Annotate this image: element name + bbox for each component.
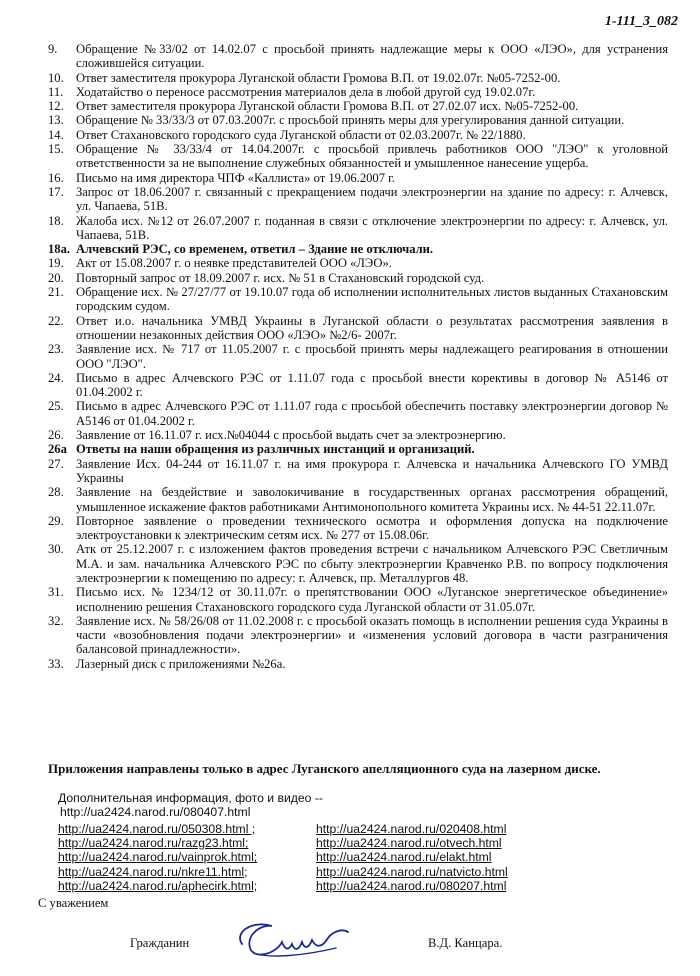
list-item-number: 28. bbox=[48, 485, 64, 500]
link-right[interactable]: http://ua2424.narod.ru/elakt.html bbox=[316, 850, 492, 865]
list-item-text: Ответ Стахановского городского суда Луганской области от 02.03.2007г. № 22/1880. bbox=[76, 127, 526, 142]
link-row bbox=[58, 865, 618, 879]
list-item-text: Заявление исх. № 58/26/08 от 11.02.2008 г. с просьбой оказать помощь в исполнении решения суда Украины в части «возобновления подачи электроэнергии» и «изменения условий договора в части разграничения балансовой принадлежности». bbox=[76, 613, 668, 657]
links-grid bbox=[58, 822, 618, 893]
list-item-text: Атк от 25.12.2007 г. с изложением фактов проведения встречи с начальником Алчевского РЭС Светличным М.А. и зам. начальника Алчевского РЭС по сбыту электроэнергии Кравченко Р.В. по вопросу подключения электроэнергии к помещению по адресу: г. Алчевск, пр. Металлургов 48. bbox=[76, 542, 668, 585]
list-item-number: 19. bbox=[48, 256, 64, 271]
list-item-number: 18. bbox=[48, 213, 64, 228]
list-item bbox=[48, 514, 668, 543]
list-item bbox=[48, 285, 668, 314]
list-item-text: Алчевский РЭС, со временем, ответил – Здание не отключали. bbox=[76, 242, 434, 257]
list-item-text: Акт от 15.08.2007 г. о неявке представителей ООО «ЛЭО». bbox=[76, 256, 392, 271]
list-item bbox=[48, 42, 668, 71]
link-row bbox=[58, 879, 618, 893]
list-item bbox=[48, 85, 668, 99]
list-item bbox=[48, 185, 668, 214]
list-item-text: Запрос от 18.06.2007 г. связанный с прекращением подачи электроэнергии на здание по адресу: г. Алчевск, ул. Чапаева, 51В. bbox=[76, 184, 668, 214]
list-item bbox=[48, 99, 668, 113]
list-item-text: Письмо в адрес Алчевского РЭС от 1.11.07 года с просьбой внести корективы в договор № А5146 от 01.04.2002 г. bbox=[76, 370, 668, 400]
list-item-number: 25. bbox=[48, 399, 64, 414]
link-right[interactable]: http://ua2424.narod.ru/020408.html bbox=[316, 822, 507, 836]
list-item bbox=[48, 342, 668, 371]
link-right[interactable]: http://ua2424.narod.ru/otvech.html bbox=[316, 836, 502, 851]
list-item bbox=[48, 142, 668, 171]
document-code: 1-111_3_082 bbox=[604, 14, 678, 29]
list-item bbox=[48, 585, 668, 614]
list-item bbox=[48, 485, 668, 514]
list-item bbox=[48, 242, 668, 256]
list-item bbox=[48, 371, 668, 400]
list-item-text: Ответ заместителя прокурора Луганской области Громова В.П. от 27.02.07 исх. №05-7252-00. bbox=[76, 99, 579, 114]
list-item-number: 30. bbox=[48, 542, 64, 557]
list-item-number: 14. bbox=[48, 127, 64, 142]
citizen-label: Гражданин bbox=[130, 936, 190, 950]
list-item-number: 15. bbox=[48, 142, 64, 157]
list-item bbox=[48, 657, 668, 671]
list-item bbox=[48, 71, 668, 85]
list-item-number: 23. bbox=[48, 342, 64, 357]
link-left[interactable]: http://ua2424.narod.ru/vainprok.html; bbox=[58, 850, 258, 865]
list-item-number: 18а. bbox=[48, 242, 71, 257]
list-item-text: Заявление Исх. 04-244 от 16.11.07 г. на имя прокурора г. Алчевска и начальника Алчевского ГО УМВД Украины bbox=[76, 456, 668, 485]
link-row bbox=[58, 836, 618, 850]
list-item-text: Письмо в адрес Алчевского РЭС от 1.11.07 года с просьбой обеспечить поставку электроэнергии договор № А5146 от 01.04.2002 г. bbox=[76, 399, 668, 428]
list-item-number: 32. bbox=[48, 613, 64, 628]
list-item bbox=[48, 457, 668, 486]
list-item-number: 12. bbox=[48, 99, 64, 114]
link-left[interactable]: http://ua2424.narod.ru/nkre11.html; bbox=[58, 864, 248, 879]
list-item-text: Письмо исх. № 1234/12 от 30.11.07г. о препятствовании ООО «Луганское энергетическое объединение» исполнению решения Стахановского городского суда Луганской области от 31.05.07г. bbox=[76, 585, 668, 614]
regards: С уважением bbox=[38, 896, 109, 910]
list-item-number: 20. bbox=[48, 270, 64, 285]
list-item-number: 9. bbox=[48, 42, 58, 56]
additional-info bbox=[58, 792, 323, 820]
link-right[interactable]: http://ua2424.narod.ru/080207.html bbox=[316, 878, 507, 893]
list-item-number: 31. bbox=[48, 585, 64, 600]
signer-name: В.Д. Канцара. bbox=[428, 936, 503, 950]
list-item bbox=[48, 399, 668, 428]
first-link[interactable]: http://ua2424.narod.ru/080407.html bbox=[60, 804, 251, 819]
list-item-number: 26а bbox=[48, 442, 67, 457]
list-item-text: Ответ и.о. начальника УМВД Украины в Луганской области о результатах рассмотрения заявления в отношении незаконных действия ООО «ЛЭО» №2/6- 2007г. bbox=[76, 313, 668, 342]
list-item-text: Заявление исх. № 717 от 11.05.2007 г. с просьбой принять меры надлежащего реагирования в отношении ООО "ЛЭО". bbox=[76, 342, 668, 371]
list-item-number: 29. bbox=[48, 513, 64, 528]
link-left[interactable]: http://ua2424.narod.ru/razg23.html; bbox=[58, 836, 249, 851]
list-item-text: Повторный запрос от 18.09.2007 г. исх. № 51 в Стахановский городской суд. bbox=[76, 270, 485, 285]
list-item-text: Обращение № 33/33/3 от 07.03.2007г. с просьбой принять меры для урегулирования данной ситуации. bbox=[76, 113, 625, 128]
list-item-number: 17. bbox=[48, 184, 64, 199]
link-row bbox=[58, 822, 618, 836]
list-item bbox=[48, 128, 668, 142]
link-left[interactable]: http://ua2424.narod.ru/050308.html ; bbox=[58, 822, 256, 836]
list-item-number: 24. bbox=[48, 370, 64, 385]
list-item bbox=[48, 214, 668, 243]
list-item-text: Обращение №33/02 от 14.02.07 с просьбой принять надлежащие меры к ООО «ЛЭО», для устранения сложившейся ситуации. bbox=[76, 42, 668, 71]
list-item-text: Повторное заявление о проведении технического осмотра и оформления допуска на подключение электроустановки к электрическим сетям исх. № 277 от 15.08.06г. bbox=[76, 513, 668, 543]
list-item bbox=[48, 442, 668, 456]
link-right[interactable]: http://ua2424.narod.ru/natvicto.html bbox=[316, 864, 508, 879]
list-item-number: 13. bbox=[48, 113, 64, 128]
list-item-number: 27. bbox=[48, 456, 64, 471]
list-item-number: 33. bbox=[48, 656, 64, 671]
list-item-text: Жалоба исх. №12 от 26.07.2007 г. поданная в связи с отключение электроэнергии по адресу: г. Алчевск, ул. Чапаева, 51В. bbox=[76, 213, 668, 242]
list-item-text: Обращение исх. № 27/27/77 от 19.10.07 года об исполнении исполнительных листов выданных Стахановским городским судом. bbox=[76, 285, 668, 314]
link-row bbox=[58, 850, 618, 864]
list-item bbox=[48, 428, 668, 442]
list-item bbox=[48, 314, 668, 343]
list-item-text: Ответы на наши обращения из различных инстанций и организаций. bbox=[76, 442, 475, 457]
list-item-text: Лазерный диск с приложениями №26а. bbox=[76, 656, 286, 671]
handwritten-signature-icon bbox=[232, 914, 350, 970]
list-item-text: Ответ заместителя прокурора Луганской области Громова В.П. от 19.02.07г. №05-7252-00. bbox=[76, 70, 561, 85]
list-item bbox=[48, 171, 668, 185]
list-item bbox=[48, 271, 668, 285]
list-item-number: 21. bbox=[48, 285, 64, 300]
list-item bbox=[48, 113, 668, 127]
list-item-text: Заявление от 16.11.07 г. исх.№04044 с просьбой выдать счет за электроэнергию. bbox=[76, 428, 506, 443]
attachments-note: Приложения направлены только в адрес Луганского апелляционного суда на лазерном диске. bbox=[48, 761, 601, 776]
list-item-number: 16. bbox=[48, 170, 64, 185]
list-item-number: 11. bbox=[48, 84, 64, 99]
list-item bbox=[48, 614, 668, 657]
list-item-number: 10. bbox=[48, 70, 64, 85]
enclosure-list bbox=[48, 42, 668, 671]
list-item-number: 22. bbox=[48, 313, 64, 328]
list-item-text: Заявление на бездействие и заволокичивание в государственных органах рассмотрения обращений, умышленное искажение фактов работниками Антимонопольного комитета Украины исх. № 44-51 22.11.07г. bbox=[76, 485, 668, 514]
list-item-text: Письмо на имя директора ЧПФ «Каллиста» от 19.06.2007 г. bbox=[76, 170, 396, 185]
list-item-number: 26. bbox=[48, 428, 64, 443]
additional-info-label: Дополнительная информация, фото и видео -- bbox=[58, 791, 323, 805]
list-item bbox=[48, 256, 668, 270]
link-left[interactable]: http://ua2424.narod.ru/aphecirk.html; bbox=[58, 878, 258, 893]
list-item bbox=[48, 542, 668, 585]
list-item-text: Обращение № 33/33/4 от 14.04.2007г. с просьбой привлечь работников ООО "ЛЭО" к уголовной ответственности за не выполнение служебных обязанностей и умышленное нанесение ущерба. bbox=[76, 142, 668, 171]
list-item-text: Ходатайство о переносе рассмотрения материалов дела в любой другой суд 19.02.07г. bbox=[76, 84, 536, 99]
